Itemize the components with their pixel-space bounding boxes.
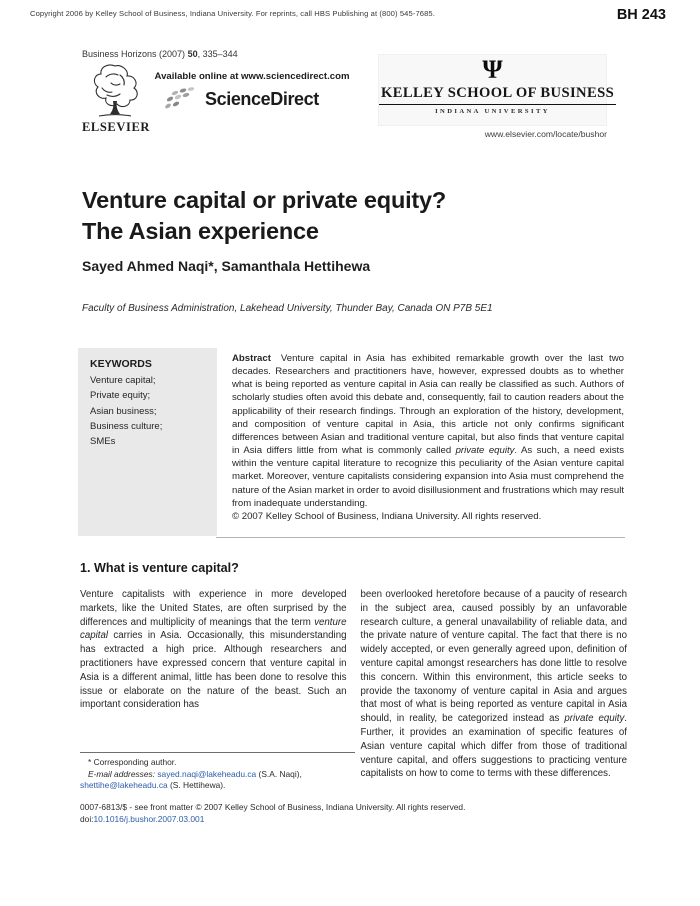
keywords-box (78, 348, 217, 536)
article-title-line2: The Asian experience (82, 218, 319, 244)
keyword-item: Asian business; (90, 405, 157, 417)
body-column-left: Venture capitalists with experience in more developed markets, like the United States, are often surprised by the differences and multiplicity of meanings that the term venture capital carries in Asia. Occasionally, this misunderstanding has extracted a high price. Although researchers and practitioners have expressed concern that venture capital in Asia is a different animal, little has been done to resolve this issue or elaborate on the nature of the beast. Such an important consideration has (80, 589, 347, 711)
sciencedirect-logo (163, 86, 319, 112)
email1-attribution: (S.A. Naqi), (256, 768, 302, 779)
kelley-school-name: KELLEY SCHOOL OF BUSINESS (381, 85, 615, 101)
abstract-divider (216, 537, 625, 538)
corresponding-author-note: * Corresponding author. (88, 757, 177, 767)
keyword-item: Venture capital; (90, 375, 156, 386)
indiana-university-trident-icon: Ψ (482, 55, 503, 84)
journal-citation: Business Horizons (2007) 50, 335–344 (82, 49, 238, 59)
email-link-hettihewa[interactable]: shettihe@lakeheadu.ca (80, 780, 168, 791)
email-link-naqi[interactable]: sayed.naqi@lakeheadu.ca (157, 768, 257, 779)
body-column-right: been overlooked heretofore because of a paucity of research in the subject area, caused possibly by an unfavorable research culture, a general unavailability of reliable data, and the private nature of venture capital. The fact that there is no widely accepted, or even generally agreed upon, definition of venture capital amongst researchers has done little to resolve this concern. Within this environment, this article seeks to provide the taxonomy of venture capital in Asia and argues that most of what is being reported as venture capital in Asia should, in reality, be categorized instead as private equity. Further, it provides an examination of specific features of Asian venture capital which differ from those of traditional venture capital, and offers suggestions to practicing venture capitalists on how to come to terms with these differences. (360, 589, 627, 780)
sciencedirect-leaves-icon (163, 86, 201, 112)
section-heading: 1. What is venture capital? (80, 561, 239, 575)
kelley-school-logo (378, 54, 615, 126)
abstract (232, 352, 624, 523)
keywords-heading: KEYWORDS (90, 358, 152, 370)
article-title-line1: Venture capital or private equity? (82, 187, 447, 213)
keyword-item: Business culture; (90, 420, 163, 432)
elsevier-tree-icon (87, 63, 143, 119)
email2-attribution: (S. Hettihewa). (167, 780, 226, 791)
keyword-item: Private equity; (90, 390, 151, 402)
doi-prefix: doi: (80, 813, 94, 824)
article-footer (80, 802, 465, 825)
article-title (82, 185, 446, 247)
elsevier-logo (82, 63, 151, 135)
sciencedirect-wordmark: ScienceDirect (205, 88, 319, 109)
abstract-label: Abstract (232, 353, 271, 364)
article-authors: Sayed Ahmed Naqi*, Samanthala Hettihewa (82, 258, 371, 274)
copyright-line: Copyright 2006 by Kelley School of Business, Indiana University. For reprints, call HBS Publishing at (800) 545-7685. (30, 9, 435, 18)
article-affiliation: Faculty of Business Administration, Lakehead University, Thunder Bay, Canada ON P7B 5E1 (82, 303, 493, 314)
keyword-item: SMEs (90, 436, 116, 448)
elsevier-wordmark: ELSEVIER (82, 120, 151, 134)
abstract-copyright: © 2007 Kelley School of Business, Indiana University. All rights reserved. (232, 510, 542, 522)
indiana-university-name: INDIANA UNIVERSITY (435, 107, 550, 115)
email-addresses-label: E-mail addresses: (88, 768, 156, 779)
footnote (80, 752, 355, 792)
issue-code: BH 243 (616, 7, 666, 23)
journal-homepage-url: www.elsevier.com/locate/bushor (484, 129, 607, 139)
doi-link[interactable]: 10.1016/j.bushor.2007.03.001 (93, 813, 205, 824)
issn-copyright-line: 0007-6813/$ - see front matter © 2007 Kelley School of Business, Indiana University. All rights reserved. (80, 802, 466, 812)
available-online-text: Available online at www.sciencedirect.com (154, 71, 350, 82)
abstract-text: Venture capital in Asia has exhibited remarkable growth over the last two decades. Researchers and practitioners have, however, expressed doubts as to whether what is being reported as venture capital in Asia can really be classified as such. Authors of scholarly studies often avoid this debate and, consequently, fail to caution readers about the applicability of their research findings. Through an exploration of the history, development, and composition of venture capital in Asia, this article not only confirms significant differences between Asian and traditional venture capital, but also finds that venture capital in Asia differs little from what is commonly called private equity. As such, a need exists within the venture capital literature to recognize this peculiarity of the Asian venture capital market. Moreover, venture capitalists considering expansion into Asia must comprehend the nature of the Asian market in order to avoid disillusionment and frustrations which may result from inadequate understanding. (232, 353, 625, 509)
